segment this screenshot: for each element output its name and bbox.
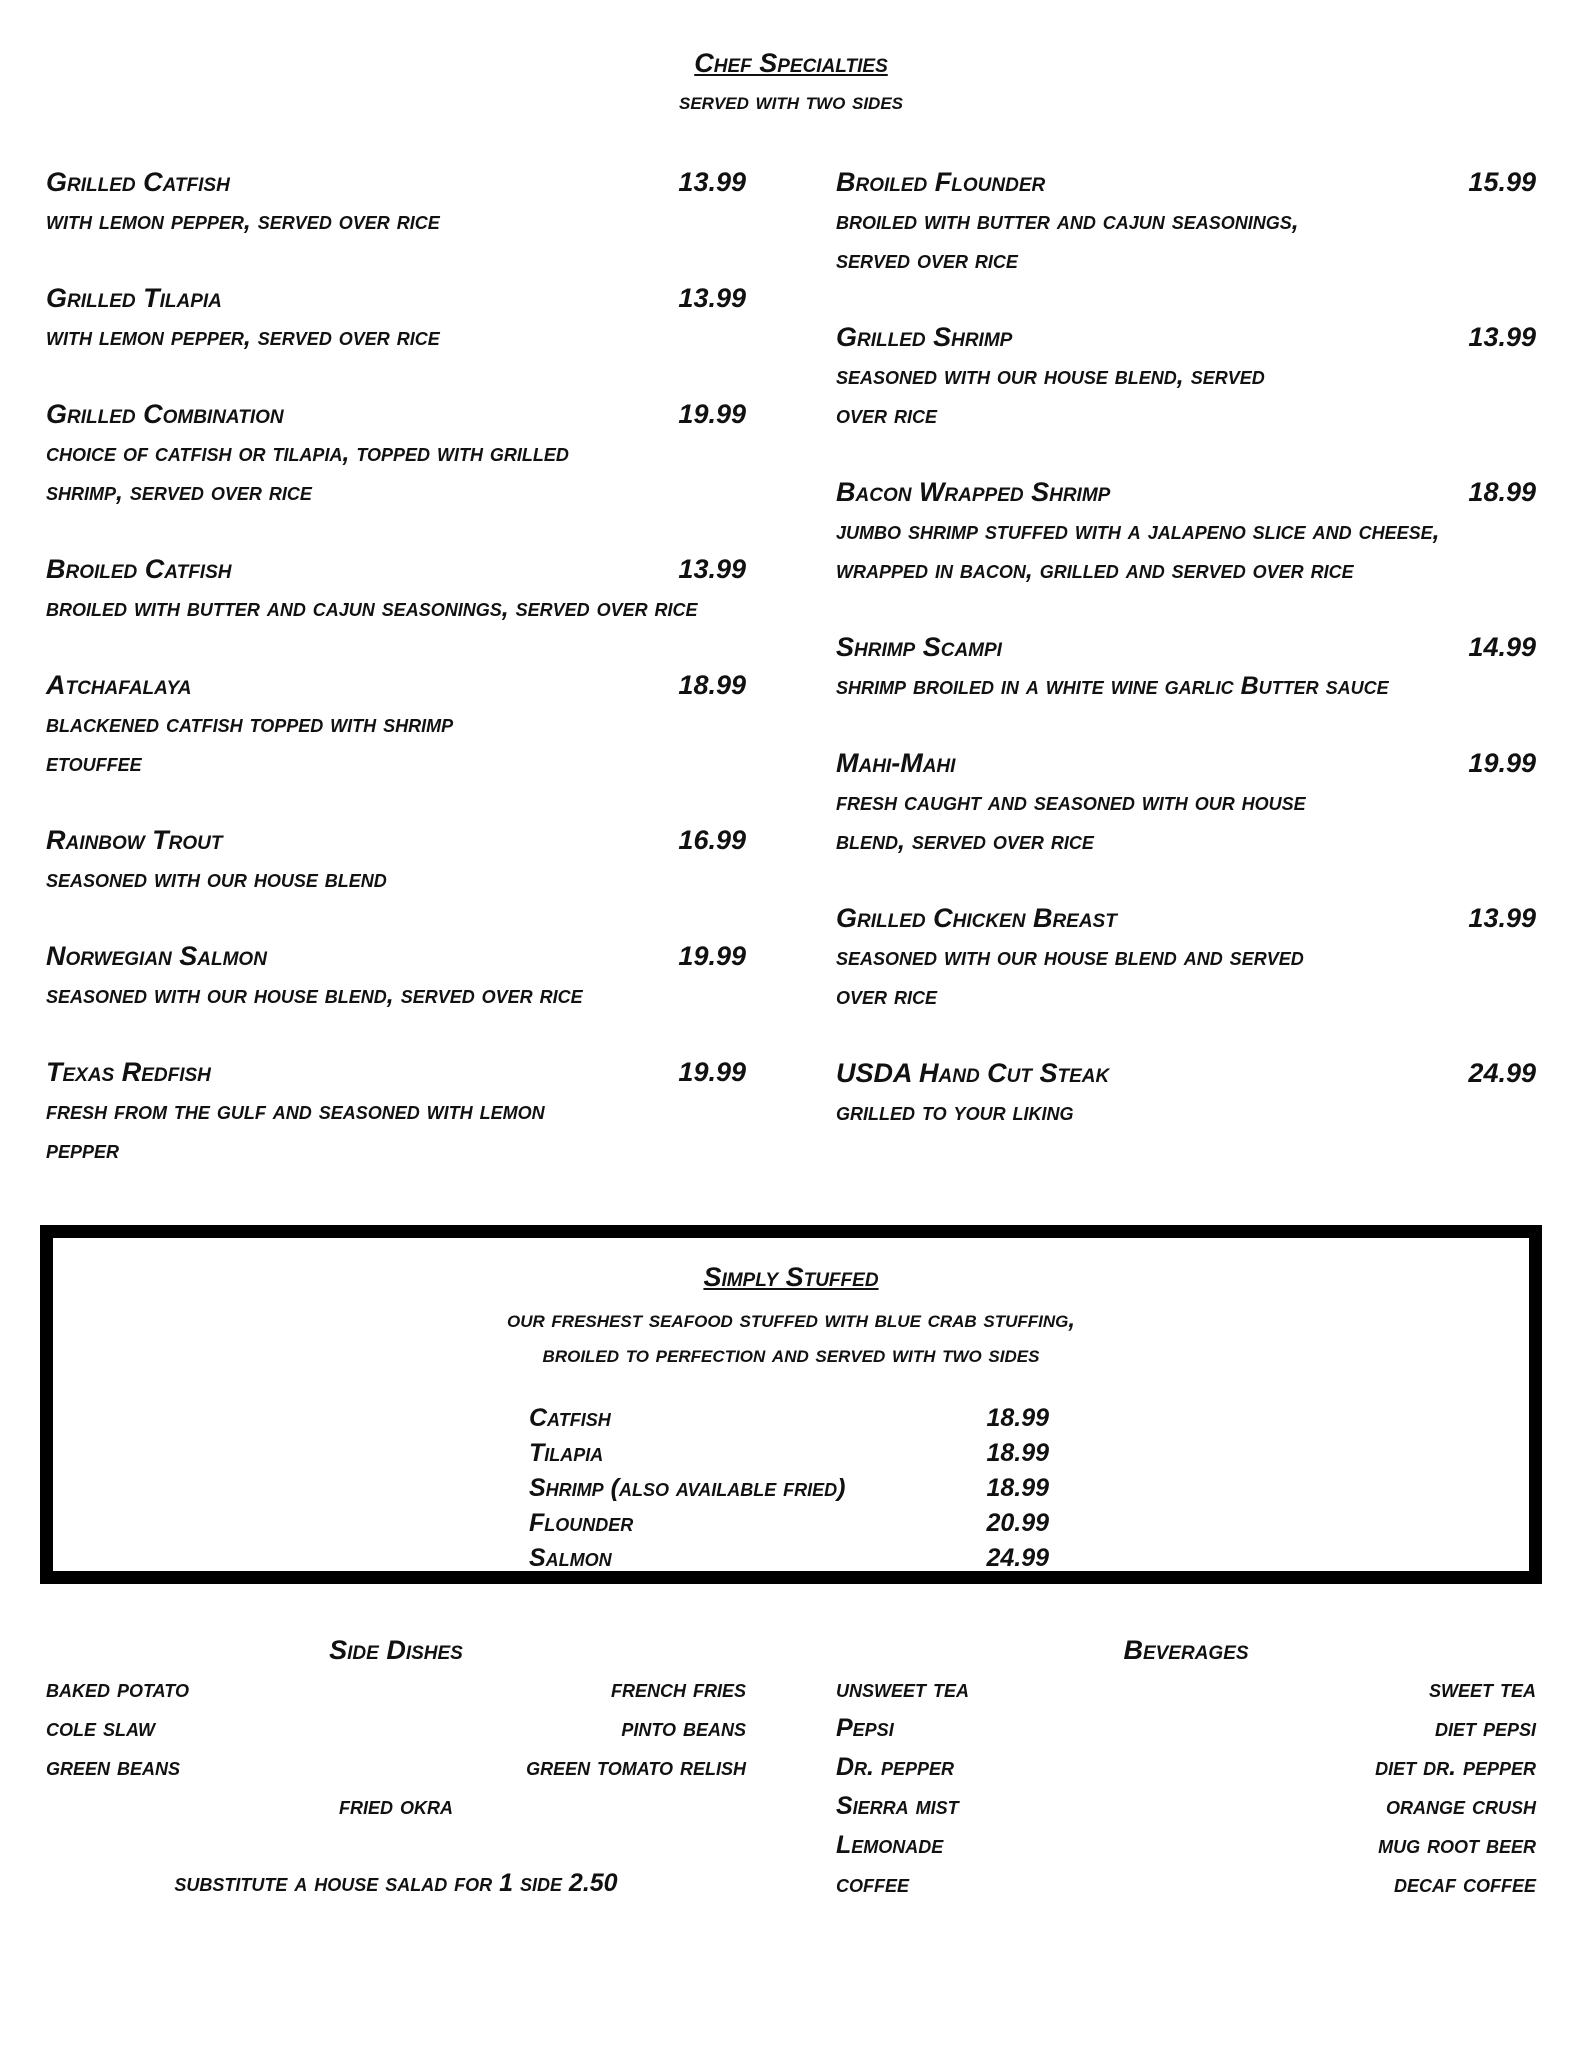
beverage-item: unsweet tea	[836, 1675, 969, 1703]
chef-specialties-subtitle: served with two sides	[678, 88, 903, 115]
item-price: 13.99	[1468, 322, 1536, 352]
item-price: 18.99	[678, 670, 746, 700]
item-price: 19.99	[678, 941, 746, 971]
item-price: 19.99	[1468, 748, 1536, 778]
side-substitution-note: substitute a house salad for 1 side 2.50	[174, 1869, 618, 1897]
beverage-item: Lemonade	[836, 1831, 944, 1859]
item-name: Rainbow Trout	[46, 825, 223, 855]
stuffed-item	[529, 1471, 1049, 1506]
item-name: Mahi-Mahi	[836, 748, 956, 778]
item-description: seasoned with our house blend, served over rice	[836, 362, 1265, 429]
item-name: Salmon	[529, 1544, 612, 1572]
simply-stuffed-box	[40, 1225, 1542, 1584]
beverages-section	[836, 1630, 1536, 1904]
item-description: jumbo shrimp stuffed with a jalapeno slice and cheese, wrapped in bacon, grilled and served over rice	[836, 517, 1440, 584]
item-price: 15.99	[1468, 167, 1536, 197]
chef-right-column	[836, 163, 1536, 1170]
item-name: Grilled Catfish	[46, 167, 230, 197]
beverage-item: coffee	[836, 1870, 910, 1898]
item-price: 14.99	[1468, 632, 1536, 662]
menu-item	[46, 395, 746, 512]
item-name: Grilled Shrimp	[836, 322, 1013, 352]
beverages-title: Beverages	[1123, 1635, 1249, 1665]
item-description: fresh caught and seasoned with our house blend, served over rice	[836, 788, 1306, 855]
beverage-item: Pepsi	[836, 1714, 894, 1742]
item-price: 18.99	[986, 1404, 1049, 1432]
side-dishes-list	[46, 1670, 746, 1787]
item-description: with lemon pepper, served over rice	[46, 323, 440, 351]
stuffed-item	[529, 1401, 1049, 1436]
side-dishes-section	[46, 1630, 746, 1903]
beverage-item: Dr. pepper	[836, 1753, 954, 1781]
item-price: 18.99	[986, 1474, 1049, 1502]
menu-item	[46, 821, 746, 899]
item-name: Broiled Flounder	[836, 167, 1046, 197]
beverage-item: sweet tea	[1429, 1675, 1536, 1703]
item-price: 19.99	[678, 399, 746, 429]
simply-stuffed-description	[53, 1302, 1529, 1372]
item-price: 24.99	[1468, 1058, 1536, 1088]
item-description: seasoned with our house blend, served over rice	[46, 981, 583, 1009]
item-name: Atchafalaya	[46, 670, 192, 700]
menu-item	[836, 744, 1536, 861]
beverage-item: diet pepsi	[1435, 1714, 1536, 1742]
item-name: Shrimp Scampi	[836, 632, 1002, 662]
item-description: fresh from the gulf and seasoned with lemon pepper	[46, 1097, 545, 1164]
item-price: 20.99	[986, 1509, 1049, 1537]
chef-left-column	[46, 163, 746, 1208]
item-name: Flounder	[529, 1509, 634, 1537]
item-description: grilled to your liking	[836, 1098, 1074, 1126]
item-price: 24.99	[986, 1544, 1049, 1572]
menu-item	[836, 318, 1536, 435]
stuffed-items-list	[529, 1401, 1049, 1576]
item-name: Texas Redfish	[46, 1057, 211, 1087]
item-name: Grilled Chicken Breast	[836, 903, 1117, 933]
item-price: 18.99	[986, 1439, 1049, 1467]
item-description: shrimp broiled in a white wine garlic Butter sauce	[836, 672, 1389, 700]
item-name: Grilled Tilapia	[46, 283, 222, 313]
item-name: Grilled Combination	[46, 399, 284, 429]
item-description: choice of catfish or tilapia, topped with grilled shrimp, served over rice	[46, 439, 569, 506]
menu-item	[46, 666, 746, 783]
item-price: 18.99	[1468, 477, 1536, 507]
menu-item	[46, 550, 746, 628]
menu-item	[836, 628, 1536, 706]
beverage-item: Sierra mist	[836, 1792, 959, 1820]
beverage-item: decaf coffee	[1394, 1870, 1536, 1898]
side-item: pinto beans	[621, 1714, 746, 1742]
item-name: Shrimp (also available fried)	[529, 1474, 846, 1502]
side-item: french fries	[611, 1675, 746, 1703]
item-name: Bacon Wrapped Shrimp	[836, 477, 1111, 507]
menu-item	[836, 163, 1536, 280]
item-price: 19.99	[678, 1057, 746, 1087]
item-name: Norwegian Salmon	[46, 941, 267, 971]
item-price: 13.99	[678, 283, 746, 313]
stuffed-item	[529, 1506, 1049, 1541]
item-description: broiled with butter and cajun seasonings, served over rice	[836, 207, 1299, 274]
item-price: 13.99	[678, 554, 746, 584]
item-price: 13.99	[1468, 903, 1536, 933]
item-description: broiled with butter and cajun seasonings, served over rice	[46, 594, 698, 622]
item-description: seasoned with our house blend	[46, 865, 387, 893]
item-description: seasoned with our house blend and served over rice	[836, 943, 1304, 1010]
item-price: 16.99	[678, 825, 746, 855]
description-line: our freshest seafood stuffed with blue crab stuffing,	[506, 1306, 1076, 1333]
side-item: green tomato relish	[526, 1753, 746, 1781]
side-item: fried okra	[339, 1792, 453, 1820]
menu-item	[46, 279, 746, 357]
beverage-item: mug root beer	[1378, 1831, 1536, 1859]
description-line: broiled to perfection and served with two sides	[542, 1341, 1040, 1368]
item-name: Tilapia	[529, 1439, 604, 1467]
side-item: baked potato	[46, 1675, 189, 1703]
beverage-item: orange crush	[1386, 1792, 1536, 1820]
menu-item	[46, 163, 746, 241]
stuffed-item	[529, 1436, 1049, 1471]
item-description: with lemon pepper, served over rice	[46, 207, 440, 235]
beverages-list	[836, 1670, 1536, 1904]
item-price: 13.99	[678, 167, 746, 197]
item-name: Catfish	[529, 1404, 611, 1432]
menu-item	[46, 1053, 746, 1170]
item-name: Broiled Catfish	[46, 554, 232, 584]
beverage-item: diet dr. pepper	[1375, 1753, 1536, 1781]
menu-item	[836, 1054, 1536, 1132]
stuffed-item	[529, 1541, 1049, 1576]
side-item: green beans	[46, 1753, 180, 1781]
chef-specialties-title: Chef Specialties	[694, 48, 888, 78]
item-name: USDA Hand Cut Steak	[836, 1058, 1110, 1088]
menu-item	[836, 899, 1536, 1016]
side-item: cole slaw	[46, 1714, 155, 1742]
menu-item	[836, 473, 1536, 590]
simply-stuffed-title: Simply Stuffed	[703, 1262, 879, 1292]
side-dishes-title: Side Dishes	[329, 1635, 463, 1665]
menu-item	[46, 937, 746, 1015]
item-description: blackened catfish topped with shrimp etouffee	[46, 710, 454, 777]
